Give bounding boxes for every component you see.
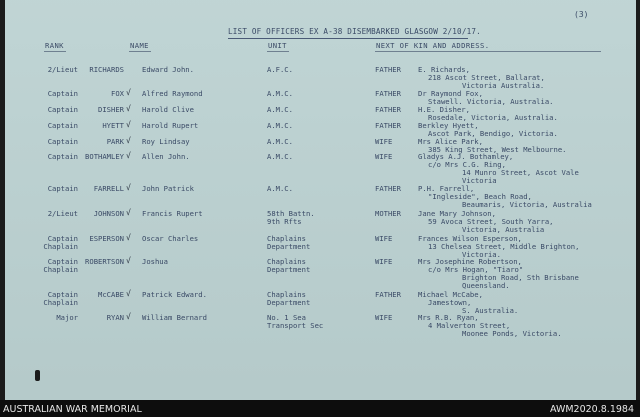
next-of-kin-address-line: Queensland.	[462, 281, 510, 290]
check-mark: √	[126, 233, 131, 242]
next-of-kin-address-line: Gladys A.J. Bothamley,	[418, 152, 514, 161]
next-of-kin-address-line: 14 Munro Street, Ascot Vale	[462, 168, 579, 177]
check-mark: √	[126, 88, 131, 97]
next-of-kin-address-line: H.E. Disher,	[418, 105, 470, 114]
officer-surname: PARK	[106, 137, 124, 146]
officer-given-names: John Patrick	[142, 184, 194, 193]
next-of-kin-relation: WIFE	[375, 234, 393, 243]
next-of-kin-address-line: Victoria.	[462, 250, 501, 259]
header-rule-unit	[267, 51, 289, 52]
officer-unit: Department	[267, 242, 311, 251]
officer-rank: 2/Lieut	[47, 209, 78, 218]
officer-unit: A.M.C.	[267, 152, 293, 161]
officer-rank: Chaplain	[43, 265, 78, 274]
officer-given-names: Roy Lindsay	[142, 137, 190, 146]
officer-unit: A.M.C.	[267, 121, 293, 130]
next-of-kin-address-line: S. Australia.	[462, 306, 519, 315]
next-of-kin-address-line: Moonee Ponds, Victoria.	[462, 329, 562, 338]
officer-given-names: Edward John.	[142, 65, 194, 74]
officer-surname: ROBERTSON	[85, 257, 124, 266]
officer-given-names: Alfred Raymond	[142, 89, 203, 98]
officer-surname: FOX	[111, 89, 124, 98]
next-of-kin-address-line: Victoria Australia.	[462, 81, 545, 90]
check-mark: √	[126, 104, 131, 113]
check-mark: √	[126, 136, 131, 145]
header-next-of-kin: NEXT OF KIN AND ADDRESS.	[376, 41, 490, 50]
next-of-kin-relation: FATHER	[375, 105, 401, 114]
officer-unit: 58th Battn.	[267, 209, 315, 218]
officer-unit: A.M.C.	[267, 184, 293, 193]
officer-rank: Chaplain	[43, 242, 78, 251]
next-of-kin-relation: FATHER	[375, 121, 401, 130]
officer-rank: Captain	[47, 121, 78, 130]
check-mark: √	[126, 289, 131, 298]
next-of-kin-address-line: 13 Chelsea Street, Middle Brighton,	[428, 242, 580, 251]
next-of-kin-address-line: Victoria	[462, 176, 497, 185]
officer-unit: A.M.C.	[267, 105, 293, 114]
next-of-kin-address-line: Brighton Road, Sth Brisbane	[462, 273, 579, 282]
officer-surname: ESPERSON	[89, 234, 124, 243]
officer-surname: JOHNSON	[93, 209, 124, 218]
officer-unit: 9th Rfts	[267, 217, 302, 226]
officer-surname: DISHER	[98, 105, 124, 114]
officer-given-names: Joshua	[142, 257, 168, 266]
next-of-kin-address-line: 218 Ascot Street, Ballarat,	[428, 73, 545, 82]
officer-surname: BOTHAMLEY	[85, 152, 124, 161]
officer-surname: McCABE	[98, 290, 124, 299]
next-of-kin-address-line: Beaumaris, Victoria, Australia	[462, 200, 592, 209]
officer-rank: Chaplain	[43, 298, 78, 307]
footer-accession-number: AWM2020.8.1984	[549, 404, 634, 415]
officer-unit: Department	[267, 298, 311, 307]
next-of-kin-address-line: c/o Mrs C.G. Ring,	[428, 160, 506, 169]
header-rule-next-of-kin	[375, 51, 601, 52]
officer-rank: Captain	[47, 290, 78, 299]
next-of-kin-address-line: Stawell. Victoria, Australia.	[428, 97, 554, 106]
next-of-kin-address-line: Frances Wilson Esperson,	[418, 234, 522, 243]
next-of-kin-address-line: Mrs Alice Park,	[418, 137, 483, 146]
next-of-kin-relation: WIFE	[375, 152, 393, 161]
document-title: LIST OF OFFICERS EX A-38 DISEMBARKED GLASGOW 2/10/17.	[228, 27, 481, 36]
officer-surname: RICHARDS	[89, 65, 124, 74]
officer-surname: HYETT	[102, 121, 124, 130]
officer-rank: Captain	[47, 257, 78, 266]
next-of-kin-address-line: 4 Malverton Street,	[428, 321, 511, 330]
officer-unit: Chaplains	[267, 257, 306, 266]
next-of-kin-address-line: P.H. Farrell,	[418, 184, 475, 193]
next-of-kin-relation: FATHER	[375, 65, 401, 74]
officer-given-names: Francis Rupert	[142, 209, 203, 218]
next-of-kin-relation: WIFE	[375, 137, 393, 146]
next-of-kin-relation: FATHER	[375, 290, 401, 299]
page-left-edge	[0, 0, 5, 400]
punch-hole	[35, 370, 40, 381]
next-of-kin-address-line: 385 King Street, West Melbourne.	[428, 145, 567, 154]
header-unit: UNIT	[268, 41, 287, 50]
officer-given-names: Harold Rupert	[142, 121, 199, 130]
officer-given-names: Allen John.	[142, 152, 190, 161]
next-of-kin-address-line: Jane Mary Johnson,	[418, 209, 496, 218]
header-rank: RANK	[45, 41, 64, 50]
officer-rank: Captain	[47, 89, 78, 98]
footer-credit: AUSTRALIAN WAR MEMORIAL	[3, 404, 142, 415]
officer-given-names: Oscar Charles	[142, 234, 199, 243]
officer-rank: Captain	[47, 184, 78, 193]
officer-rank: 2/Lieut	[47, 65, 78, 74]
officer-given-names: Harold Clive	[142, 105, 194, 114]
check-mark: √	[126, 256, 131, 265]
officer-unit: A.M.C.	[267, 137, 293, 146]
officer-rank: Major	[56, 313, 78, 322]
officer-rank: Captain	[47, 105, 78, 114]
next-of-kin-address-line: Mrs Josephine Robertson,	[418, 257, 522, 266]
officer-unit: Department	[267, 265, 311, 274]
officer-unit: A.F.C.	[267, 65, 293, 74]
next-of-kin-address-line: "Ingleside", Beach Road,	[428, 192, 532, 201]
officer-unit: No. 1 Sea	[267, 313, 306, 322]
check-mark: √	[126, 151, 131, 160]
officer-given-names: Patrick Edward.	[142, 290, 207, 299]
officer-given-names: William Bernard	[142, 313, 207, 322]
next-of-kin-relation: MOTHER	[375, 209, 401, 218]
check-mark: √	[126, 208, 131, 217]
officer-unit: Transport Sec	[267, 321, 324, 330]
page-number: (3)	[574, 10, 589, 19]
next-of-kin-address-line: Ascot Park, Bendigo, Victoria.	[428, 129, 558, 138]
officer-unit: Chaplains	[267, 290, 306, 299]
next-of-kin-relation: WIFE	[375, 313, 393, 322]
officer-unit: Chaplains	[267, 234, 306, 243]
check-mark: √	[126, 312, 131, 321]
next-of-kin-relation: FATHER	[375, 184, 401, 193]
next-of-kin-address-line: Jamestown,	[428, 298, 472, 307]
officer-rank: Captain	[47, 152, 78, 161]
next-of-kin-address-line: Mrs R.B. Ryan,	[418, 313, 479, 322]
officer-rank: Captain	[47, 234, 78, 243]
header-rule-name	[129, 51, 151, 52]
officer-surname: FARRELL	[93, 184, 124, 193]
next-of-kin-address-line: Victoria, Australia	[462, 225, 545, 234]
next-of-kin-address-line: Rosedale, Victoria, Australia.	[428, 113, 558, 122]
next-of-kin-address-line: c/o Mrs Hogan, "Tiaro"	[428, 265, 524, 274]
next-of-kin-address-line: Michael McCabe,	[418, 290, 483, 299]
check-mark: √	[126, 120, 131, 129]
next-of-kin-relation: FATHER	[375, 89, 401, 98]
next-of-kin-address-line: Dr Raymond Fox,	[418, 89, 483, 98]
officer-unit: A.M.C.	[267, 89, 293, 98]
next-of-kin-address-line: 59 Avoca Street, South Yarra,	[428, 217, 554, 226]
check-mark: √	[126, 183, 131, 192]
title-underline	[228, 38, 468, 39]
next-of-kin-address-line: Berkley Hyett,	[418, 121, 479, 130]
next-of-kin-address-line: E. Richards,	[418, 65, 470, 74]
officer-rank: Captain	[47, 137, 78, 146]
next-of-kin-relation: WIFE	[375, 257, 393, 266]
officer-surname: RYAN	[106, 313, 124, 322]
header-name: NAME	[130, 41, 149, 50]
page-right-edge	[636, 0, 640, 400]
header-rule-rank	[44, 51, 66, 52]
